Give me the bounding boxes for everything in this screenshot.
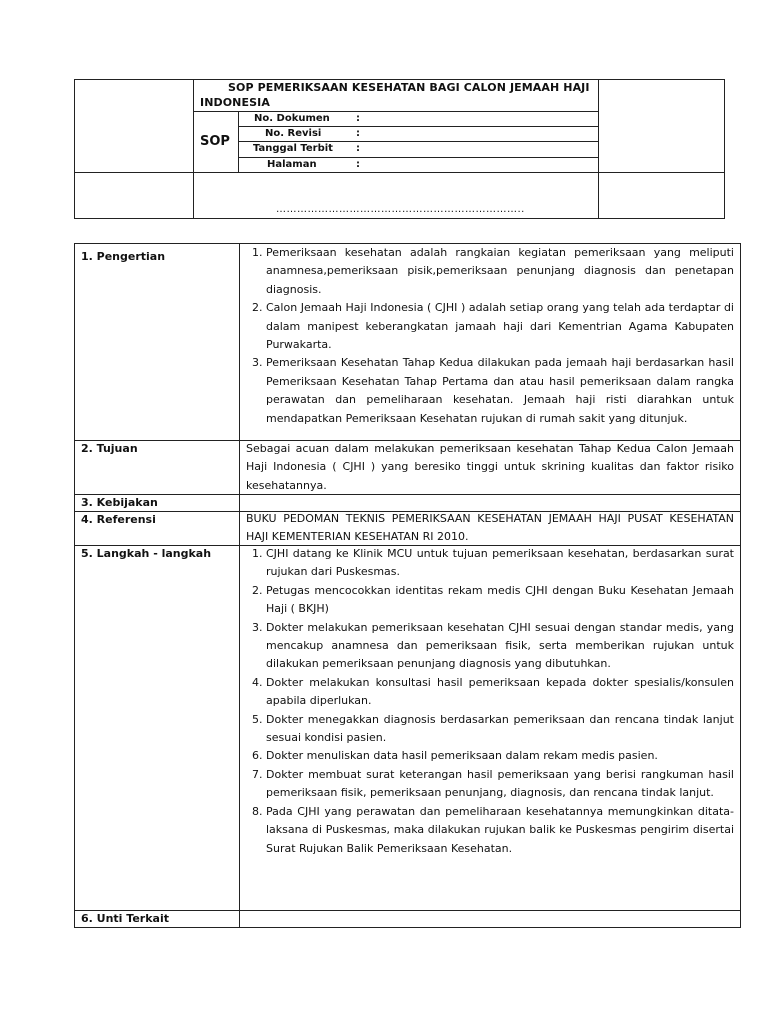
list-item: 3. Pemeriksaan Kesehatan Tahap Kedua dilakukan pada jemaah haji berdasarkan hasil Pemeriksaan Kesehatan Tahap Pertama dan atau hasil pemeriksaan dalam rangka perawatan dan pemeliharaan kesehatan. Jemaah haji risti diarahkan untuk mendapatkan Pemeriksaan Kesehatan rujukan di rumah sakit yang ditunjuk. (266, 354, 734, 428)
meta-key: Halaman (267, 159, 317, 170)
list-item: 7. Dokter membuat surat keterangan hasil pemeriksaan yang berisi rangkuman hasil pemeriksaan fisik, pemeriksaan penunjang, diagnosis, dan rencana tindak lanjut. (266, 766, 734, 803)
referensi-text: BUKU PEDOMAN TEKNIS PEMERIKSAAN KESEHATAN JEMAAH HAJI PUSAT KESEHATAN HAJI KEMENTERIAN KESEHATAN RI 2010. (246, 512, 734, 544)
meta-row-no-dokumen (238, 111, 598, 126)
signature-line: …………………………………………………………….. (276, 204, 525, 215)
label-pengertian: 1. Pengertian (81, 250, 166, 263)
meta-sep: : (356, 113, 360, 124)
tujuan-text: Sebagai acuan dalam melakukan pemeriksaan kesehatan Tahap Kedua Calon Jemaah Haji Indonesia ( CJHI ) yang beresiko tinggi untuk skrining kualitas dan faktor risiko kesehatannya. (246, 442, 734, 492)
meta-sep: : (356, 128, 360, 139)
pengertian-content (240, 244, 734, 428)
list-item: 2. Petugas mencocokkan identitas rekam medis CJHI dengan Buku Kesehatan Jemaah Haji ( BKJH) (266, 582, 734, 619)
list-item: 1. CJHI datang ke Klinik MCU untuk tujuan pemeriksaan kesehatan, berdasarkan surat rujukan dari Puskesmas. (266, 545, 734, 582)
meta-row-no-revisi (238, 126, 598, 141)
label-tujuan: 2. Tujuan (81, 442, 138, 455)
meta-row-tanggal-terbit (238, 141, 598, 156)
meta-key: No. Dokumen (254, 113, 330, 124)
logo-placeholder (75, 80, 193, 172)
tujuan-content (246, 440, 734, 495)
meta-key: No. Revisi (265, 128, 322, 139)
meta-sep: : (356, 159, 360, 170)
label-referensi: 4. Referensi (81, 513, 156, 526)
list-item: 4. Dokter melakukan konsultasi hasil pemeriksaan kepada dokter spesialis/konsulen apabila diperlukan. (266, 674, 734, 711)
meta-row-halaman (238, 157, 598, 172)
referensi-content (246, 510, 734, 547)
label-unit-terkait: 6. Unti Terkait (81, 912, 169, 925)
list-item: 2. Calon Jemaah Haji Indonesia ( CJHI ) adalah setiap orang yang telah ada terdaptar di dalam manipest keberangkatan jamaah haji dari Kementrian Agama Kabupaten Purwakarta. (266, 299, 734, 354)
list-item: 3. Dokter melakukan pemeriksaan kesehatan CJHI sesuai dengan standar medis, yang mencakup anamnesa dan pemeriksaan fisik, serta memberikan rujukan untuk dilakukan pemeriksaan penunjang diagnosis yang dibutuhkan. (266, 619, 734, 674)
label-kebijakan: 3. Kebijakan (81, 496, 158, 509)
list-item: 1. Pemeriksaan kesehatan adalah rangkaian kegiatan pemeriksaan yang meliputi anamnesa,pemeriksaan pisik,pemeriksaan penunjang diagnosis dan penetapan diagnosis. (266, 244, 734, 299)
sop-label: SOP (200, 134, 230, 149)
list-item: 8. Pada CJHI yang perawatan dan pemeliharaan kesehatannya memungkinkan ditata-laksana di Puskesmas, maka dilakukan rujukan balik ke Puskesmas pengirim disertai Surat Rujukan Balik Pemeriksaan Kesehatan. (266, 803, 734, 858)
meta-key: Tanggal Terbit (253, 143, 333, 154)
sop-title: SOP PEMERIKSAAN KESEHATAN BAGI CALON JEMAAH HAJI INDONESIA (200, 81, 590, 109)
langkah-content (240, 545, 734, 858)
meta-sep: : (356, 143, 360, 154)
label-langkah: 5. Langkah - langkah (81, 547, 212, 560)
list-item: 6. Dokter menuliskan data hasil pemeriksaan dalam rekam medis pasien. (266, 747, 734, 765)
list-item: 5. Dokter menegakkan diagnosis berdasarkan pemeriksaan dan rencana tindak lanjut sesuai kondisi pasien. (266, 711, 734, 748)
